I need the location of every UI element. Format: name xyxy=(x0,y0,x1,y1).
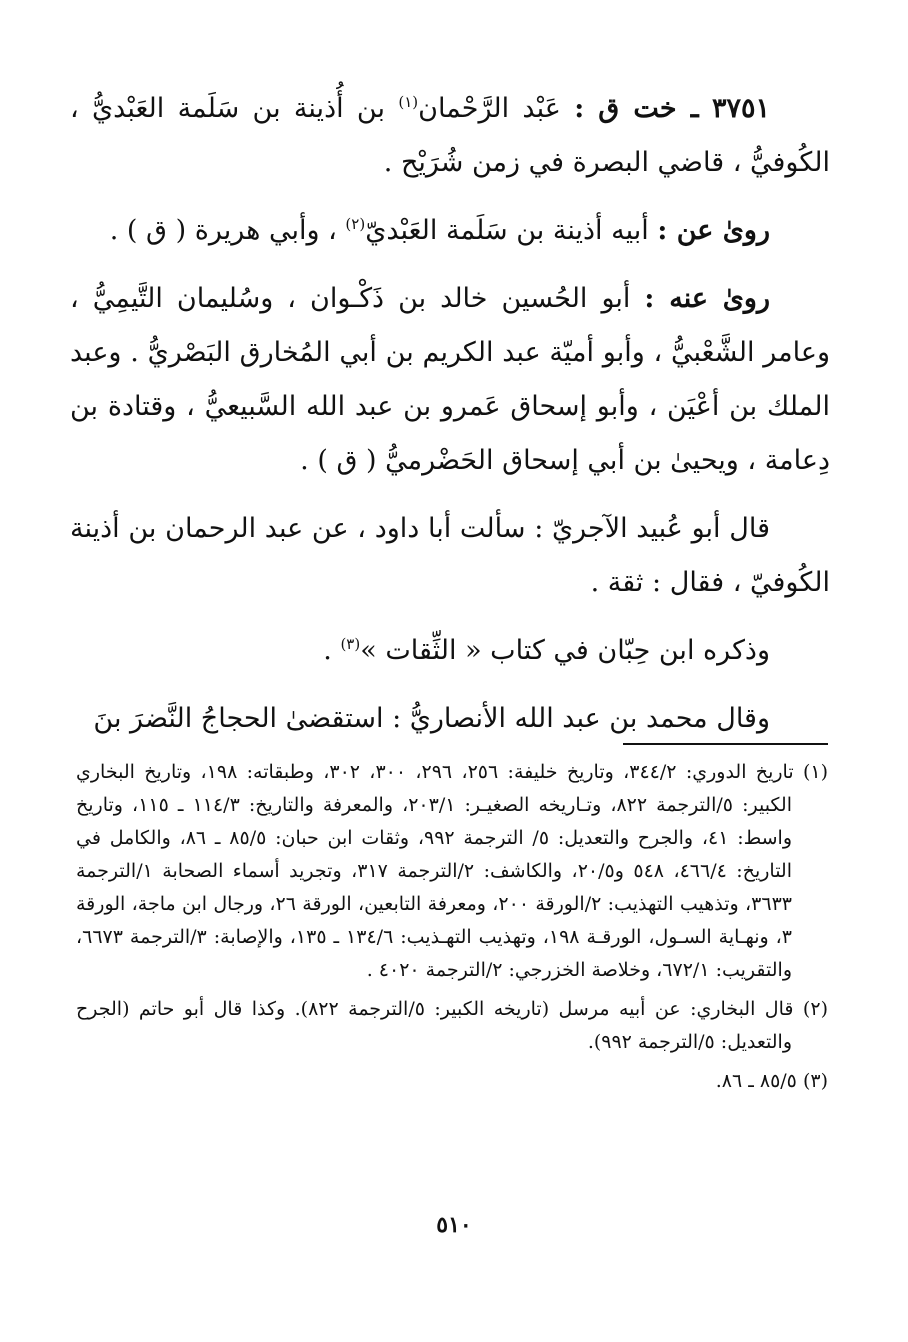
footnote-text: قال البخاري: عن أبيه مرسل (تاريخه الكبير: ٥/الترجمة ٨٢٢). وكذا قال أبو حاتم (الجرح والتعديل: ٥/الترجمة ٩٩٢). xyxy=(76,998,794,1053)
footnote-3 xyxy=(76,1065,828,1098)
narrated-from-text-2: ، وأبي هريرة ( ق ) . xyxy=(109,215,337,246)
footnote-mark: (٣) xyxy=(802,1070,828,1092)
footnote-mark: (٢) xyxy=(802,998,828,1020)
entry-sigla: ـ خت ق : xyxy=(574,93,699,124)
main-text xyxy=(70,82,830,760)
ibn-hibban-paragraph xyxy=(70,624,830,678)
footnote-separator xyxy=(623,743,828,745)
narrated-from-label: روىٰ عن : xyxy=(657,215,770,246)
footnote-text: ٨٥/٥ ـ ٨٦. xyxy=(715,1070,797,1092)
narrated-by-paragraph xyxy=(70,272,830,488)
narrated-from-paragraph xyxy=(70,204,830,258)
footnote-ref-2: (٢) xyxy=(345,215,366,233)
page-number: ٥١٠ xyxy=(436,1212,472,1238)
footnote-ref-1: (١) xyxy=(398,93,419,111)
entry-name-rest: بن أُذينة بن سَلَمة العَبْديُّ ، الكُوفيُّ ، قاضي البصرة في زمن شُرَيْح . xyxy=(70,93,830,178)
footnote-text: تاريخ الدوري: ٣٤٤/٢، وتاريخ خليفة: ٢٥٦، ٢٩٦، ٣٠٠، ٣٠٢، وطبقاته: ١٩٨، وتاريخ البخاري الكبير: ٥/الترجمة ٨٢٢، وتـاريخه الصغيـر: ٢٠٣/١، والمعرفة والتاريخ: ١١٤/٣ ـ ١١٥، وتاريخ واسط: ٤١، والجرح والتعديل: ٥/ الترجمة ٩٩٢، وثقات ابن حبان: ٨٥/٥ ـ ٨٦، والكامل في التاريخ: ٤٦٦/٤، ٥٤٨ و٢٠/٥، والكاشف: ٢/الترجمة ٣١٧، وتجريد أسماء الصحابة ١/الترجمة ٣٦٣٣، وتذهيب التهذيب: ٢/الورقة ٢٠٠، ومعرفة التابعين، الورقة ٢٦، ورجال ابن ماجة، الورقة ٣، ونهـاية السـول، الورقـة ١٩٨، وتهذيب التهـذيب: ١٣٤/٦ ـ ١٣٥، والإصابة: ٣/الترجمة ٦٦٧٣، والتقريب: ٦٧٢/١، وخلاصة الخزرجي: ٢/الترجمة ٤٠٢٠ . xyxy=(76,761,794,981)
ajurri-paragraph: قال أبو عُبيد الآجريّ : سألت أبا داود ، عن عبد الرحمان بن أذينة الكُوفيّ ، فقال : ثقة . xyxy=(70,513,830,598)
narrated-from-text-1: أبيه أذينة بن سَلَمة العَبْديّ xyxy=(365,215,649,246)
entry-heading-paragraph xyxy=(70,82,830,190)
narrated-by-text: أبو الحُسين خالد بن ذَكْـوان ، وسُليمان التَّيمِيُّ ، وعامر الشَّعْبيُّ ، وأبو أميّة عبد الكريم بن أبي المُخارق البَصْريُّ . وعبد الملك بن أعْيَن ، وأبو إسحاق عَمرو بن عبد الله السَّبيعيُّ ، وقتادة بن دِعامة ، ويحيىٰ بن أبي إسحاق الحَضْرميُّ ( ق ) . xyxy=(70,283,830,476)
footnote-ref-3: (٣) xyxy=(340,635,361,653)
ibn-hibban-end: . xyxy=(323,635,341,666)
footnote-1 xyxy=(76,756,828,987)
footnotes xyxy=(76,756,828,1104)
entry-number: ٣٧٥١ xyxy=(711,93,770,124)
ibn-hibban-text: وذكره ابن حِبّان في كتاب « الثِّقات » xyxy=(360,635,770,666)
ansari-paragraph: وقال محمد بن عبد الله الأنصاريُّ : استقضىٰ الحجاجُ النَّضرَ بنَ xyxy=(93,703,770,734)
footnote-2 xyxy=(76,993,828,1059)
narrated-by-label: روىٰ عنه : xyxy=(644,283,770,314)
entry-name: عَبْد الرَّحْمان xyxy=(418,93,561,124)
footnote-mark: (١) xyxy=(802,761,828,783)
